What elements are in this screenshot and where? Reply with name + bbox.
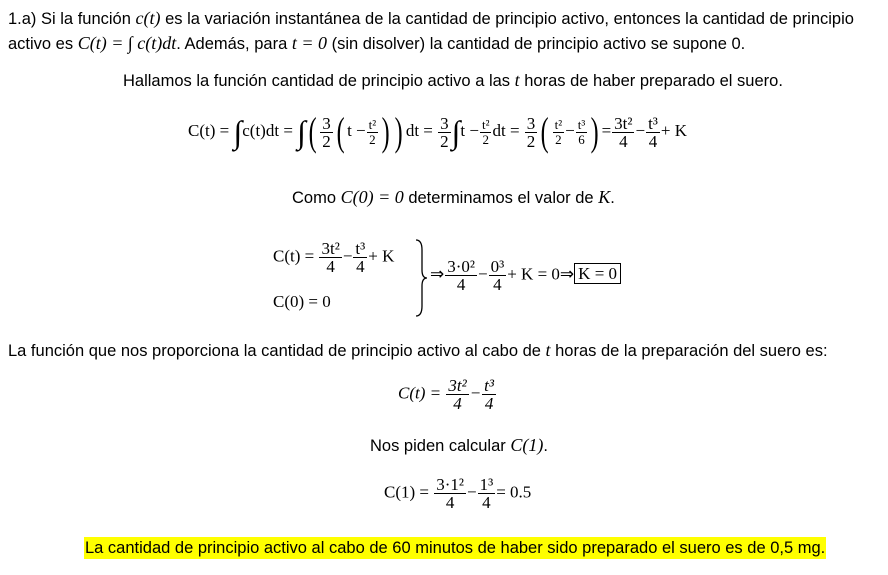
fraction	[478, 476, 496, 511]
eq-part: = 0.5	[496, 482, 532, 502]
minus: −	[469, 383, 482, 403]
integral-sign: ∫	[233, 114, 243, 150]
numerator: 3	[440, 113, 449, 133]
text: activo es	[8, 35, 78, 53]
text: .	[610, 189, 615, 207]
fraction	[553, 118, 565, 147]
intro-line-1	[8, 8, 854, 29]
fraction	[489, 258, 507, 293]
denominator: 2	[555, 131, 562, 147]
math-eq: C(0) = 0	[340, 187, 404, 207]
conclusion-highlight: La cantidad de principio activo al cabo de 60 minutos de haber sido preparado el suero es de 0,5 mg.	[85, 539, 826, 557]
implies-icon: ⇒	[430, 264, 445, 284]
fraction	[576, 118, 588, 147]
text: Como	[292, 189, 341, 207]
text: horas de haber preparado el suero.	[519, 72, 783, 90]
eq-part: t −	[347, 120, 366, 140]
denominator: 4	[445, 493, 455, 512]
text: .	[543, 437, 548, 455]
eq-lhs: C(t) =	[273, 246, 319, 266]
denominator: 6	[578, 131, 585, 147]
fraction	[482, 377, 496, 412]
paren-open: (	[308, 109, 317, 154]
text: . Además, para	[176, 35, 292, 53]
text: 1.a) Si la función	[8, 10, 136, 28]
step2-text	[292, 187, 615, 208]
equation-result	[398, 377, 497, 412]
fraction	[367, 118, 379, 147]
math-var: t	[545, 340, 551, 360]
intro-line-2	[8, 33, 745, 54]
denominator: 4	[453, 394, 462, 413]
numerator: t²	[368, 116, 377, 132]
numerator: t²	[481, 116, 490, 132]
denominator: 4	[619, 131, 628, 151]
paren-open: (	[540, 109, 549, 154]
integral-sign: ∫	[297, 114, 306, 150]
fraction	[612, 115, 634, 150]
fraction	[480, 118, 492, 147]
numerator: t³	[577, 116, 586, 132]
denominator: 2	[322, 131, 331, 151]
system-result: ⇒ $\frac{\text{3·0²}}{4}$ − $\frac{\text{0³}}{4}$ + K = 0⇒ K = 0	[430, 258, 621, 293]
step4-text	[370, 435, 548, 456]
denominator: 4	[493, 275, 502, 294]
fraction	[446, 377, 468, 412]
math-var: t	[514, 70, 520, 90]
numerator: t³	[484, 376, 494, 395]
denominator: 4	[456, 275, 466, 294]
eq-part: dt =	[405, 120, 438, 140]
equation-evaluate	[384, 476, 531, 511]
eq-lhs: C(t) =	[188, 120, 234, 140]
numerator: t³	[355, 239, 366, 258]
denominator: 4	[482, 493, 491, 512]
eq-part: t −	[460, 120, 479, 140]
fraction	[438, 115, 451, 150]
step1-text	[123, 70, 783, 91]
numerator: t²	[554, 116, 563, 132]
paren-close: )	[590, 109, 599, 154]
numerator: 3	[322, 113, 331, 133]
math-var: t = 0	[291, 33, 327, 53]
fraction	[525, 115, 538, 150]
paren-close: )	[381, 109, 390, 154]
eq-part: + K = 0	[507, 264, 560, 284]
fraction	[320, 115, 333, 150]
text: Nos piden calcular	[370, 437, 511, 455]
fraction	[646, 115, 660, 150]
numerator: 3t²	[321, 239, 340, 258]
fraction	[445, 258, 477, 293]
numerator: 3·1²	[436, 475, 465, 494]
numerator: 0³	[490, 257, 505, 276]
denominator: 4	[648, 131, 658, 151]
paren-open: (	[336, 109, 345, 154]
fraction	[434, 476, 466, 511]
right-brace-icon	[414, 238, 428, 318]
integral-sign: ∫	[451, 114, 461, 150]
numerator: t³	[648, 113, 658, 133]
numerator: 3	[526, 113, 536, 133]
eq-part: c(t)dt =	[242, 120, 298, 140]
text: La función que nos proporciona la cantidad de principio activo al cabo de	[8, 342, 546, 360]
system-row-1: C(t) = $\frac{\text{3t²}}{4}$ − $\frac{\text{t³}}{4}$ + K	[273, 239, 395, 276]
denominator: 4	[326, 257, 335, 276]
math-var: c(t)	[135, 8, 161, 28]
numerator: 3·0²	[447, 257, 476, 276]
eq-part: + K	[368, 246, 395, 266]
math-var: K	[598, 187, 611, 207]
denominator: 4	[484, 394, 494, 413]
minus: −	[467, 482, 477, 502]
paren-close: )	[395, 109, 404, 154]
fraction	[353, 240, 367, 275]
denominator: 4	[356, 257, 365, 276]
implies-icon: ⇒	[559, 264, 575, 284]
math-eq: C(t) = ∫ c(t)dt	[77, 33, 177, 53]
equation-integral: C(t) = ∫c(t)dt = ∫( $\frac{3}{2}$ ( t − $\frac{\text{t²}}{2}$ ) ) dt = $\frac{3}{2}$ ∫t − $\frac{\text{t²}}{2}$ dt = $\frac{3}{2}$ ( $\frac{\text{t²}}{2}$ − $\frac{\text{t³}}{6}$ ) = $\frac{\text{3t²}}{4}$ − $\frac{\text{t³}}{4}$ + K	[188, 109, 688, 154]
text: Hallamos la función cantidad de principio activo a las	[123, 72, 515, 90]
denominator: 2	[526, 131, 536, 151]
math-eq: C(1)	[510, 435, 544, 455]
fraction	[319, 240, 341, 275]
numerator: 3t²	[614, 113, 633, 133]
denominator: 2	[369, 131, 376, 147]
numerator: 1³	[479, 475, 494, 494]
eq-lhs: C(1) =	[384, 482, 434, 502]
eq-part: dt =	[492, 120, 524, 140]
text: determinamos el valor de	[403, 189, 599, 207]
denominator: 2	[482, 131, 489, 147]
boxed-result: K = 0	[574, 263, 621, 284]
system-row-2	[273, 292, 331, 312]
step3-text	[8, 340, 828, 361]
eq-part: + K	[660, 120, 688, 140]
denominator: 2	[440, 131, 449, 151]
eq-lhs: C(t) =	[398, 383, 446, 403]
numerator: 3t²	[448, 376, 467, 395]
text: es la variación instantánea de la cantidad de principio activo, entonces la cantidad de principio	[160, 10, 854, 28]
text: horas de la preparación del suero es:	[550, 342, 828, 360]
eq-part: C(0) = 0	[273, 292, 331, 311]
text: (sin disolver) la cantidad de principio activo se supone 0.	[327, 35, 746, 53]
